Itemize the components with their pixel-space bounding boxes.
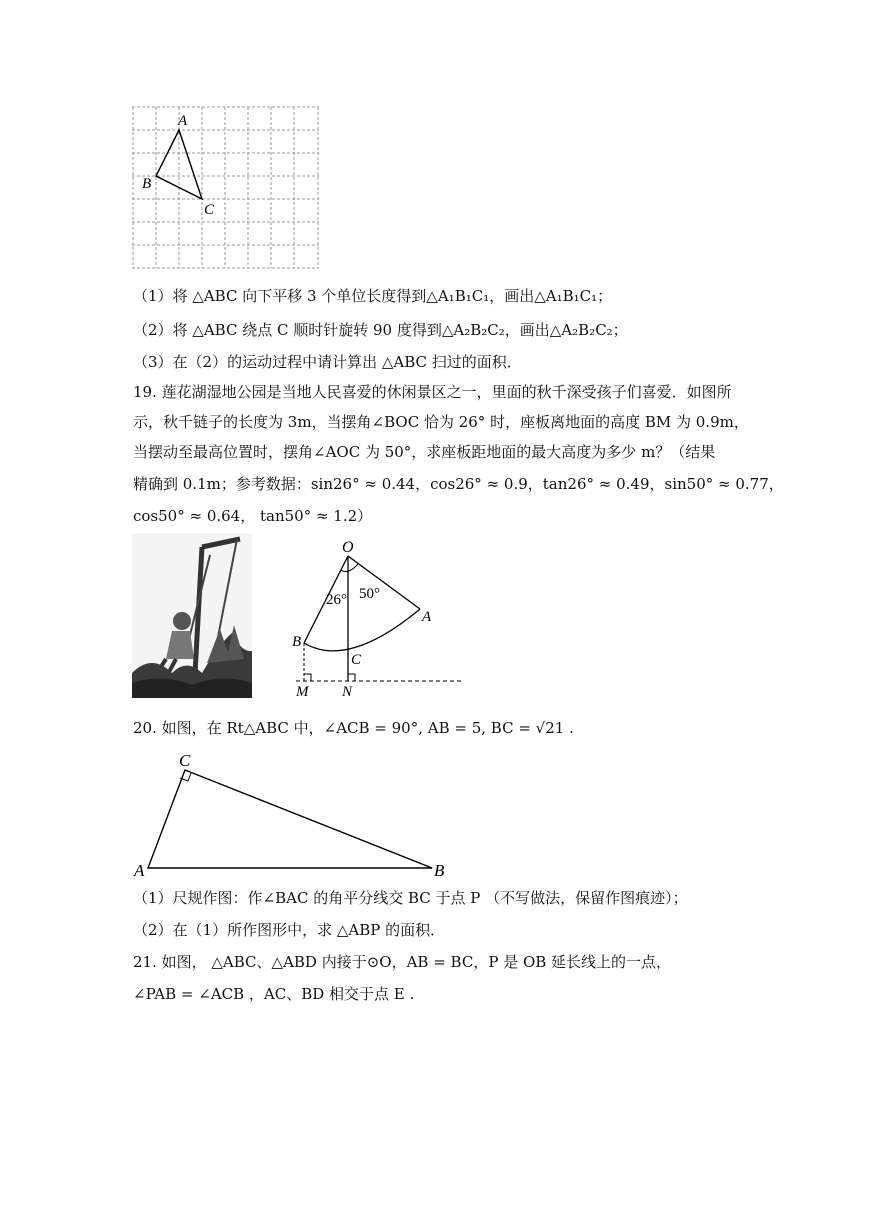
q18-part-1: （1）将 △ABC 向下平移 3 个单位长度得到△A₁B₁C₁，画出△A₁B₁C₁； [133, 287, 613, 305]
swing-photo [132, 533, 252, 698]
label-B: B [292, 634, 302, 650]
q21-line-1: 21. 如图， △ABC、△ABD 内接于⊙O，AB = BC，P 是 OB 延长线上的一点， [133, 953, 672, 971]
right-triangle-figure [132, 748, 452, 880]
q19-line-2: 示，秋千链子的长度为 3m，当摆角∠BOC 恰为 26° 时，座板离地面的高度 BM 为 0.9m， [133, 413, 749, 431]
right-angle-m [304, 674, 311, 681]
label-B: B [434, 861, 445, 880]
q19-line-1: 19. 莲花湖湿地公园是当地人民喜爱的休闲景区之一，里面的秋千深受孩子们喜爱．如图所 [133, 383, 732, 401]
q19-line-4: 精确到 0.1m；参考数据：sin26° ≈ 0.44，cos26° ≈ 0.9，tan26° ≈ 0.49，sin50° ≈ 0.77， [133, 475, 784, 493]
label-M: M [296, 684, 309, 700]
q20-part-1: （1）尺规作图：作∠BAC 的角平分线交 BC 于点 P （不写做法，保留作图痕迹）； [133, 889, 688, 907]
triangle-abc-right [148, 770, 432, 868]
label-C: C [204, 202, 215, 218]
q18-part-2: （2）将 △ABC 绕点 C 顺时针旋转 90 度得到△A₂B₂C₂，画出△A₂B₂C₂； [133, 321, 628, 339]
q19-line-5: cos50° ≈ 0.64， tan50° ≈ 1.2） [133, 507, 373, 525]
grid-triangle-figure [132, 105, 322, 273]
label-O: O [342, 539, 354, 556]
q20-stem: 20. 如图，在 Rt△ABC 中，∠ACB = 90°, AB = 5, BC = √21 . [133, 719, 574, 737]
q18-part-3: （3）在（2）的运动过程中请计算出 △ABC 扫过的面积． [133, 353, 522, 371]
label-B: B [142, 176, 152, 192]
label-C: C [351, 652, 362, 668]
swing-geometry-figure [286, 535, 466, 700]
right-angle-n [348, 674, 355, 681]
grid-lines [132, 107, 319, 268]
arc-bca [304, 609, 420, 651]
q20-part-2: （2）在（1）所作图形中，求 △ABP 的面积． [133, 921, 446, 939]
angle-label-50: 50° [359, 586, 380, 602]
label-N: N [342, 684, 353, 700]
label-A: A [422, 609, 432, 625]
label-A: A [178, 113, 188, 129]
label-C: C [179, 751, 191, 770]
q19-line-3: 当摆动至最高位置时，摆角∠AOC 为 50°，求座板距地面的最大高度为多少 m？（结果 [133, 443, 716, 461]
label-A: A [134, 861, 145, 880]
q21-line-2: ∠PAB = ∠ACB ，AC、BD 相交于点 E . [133, 985, 415, 1003]
angle-label-26: 26° [326, 592, 347, 608]
